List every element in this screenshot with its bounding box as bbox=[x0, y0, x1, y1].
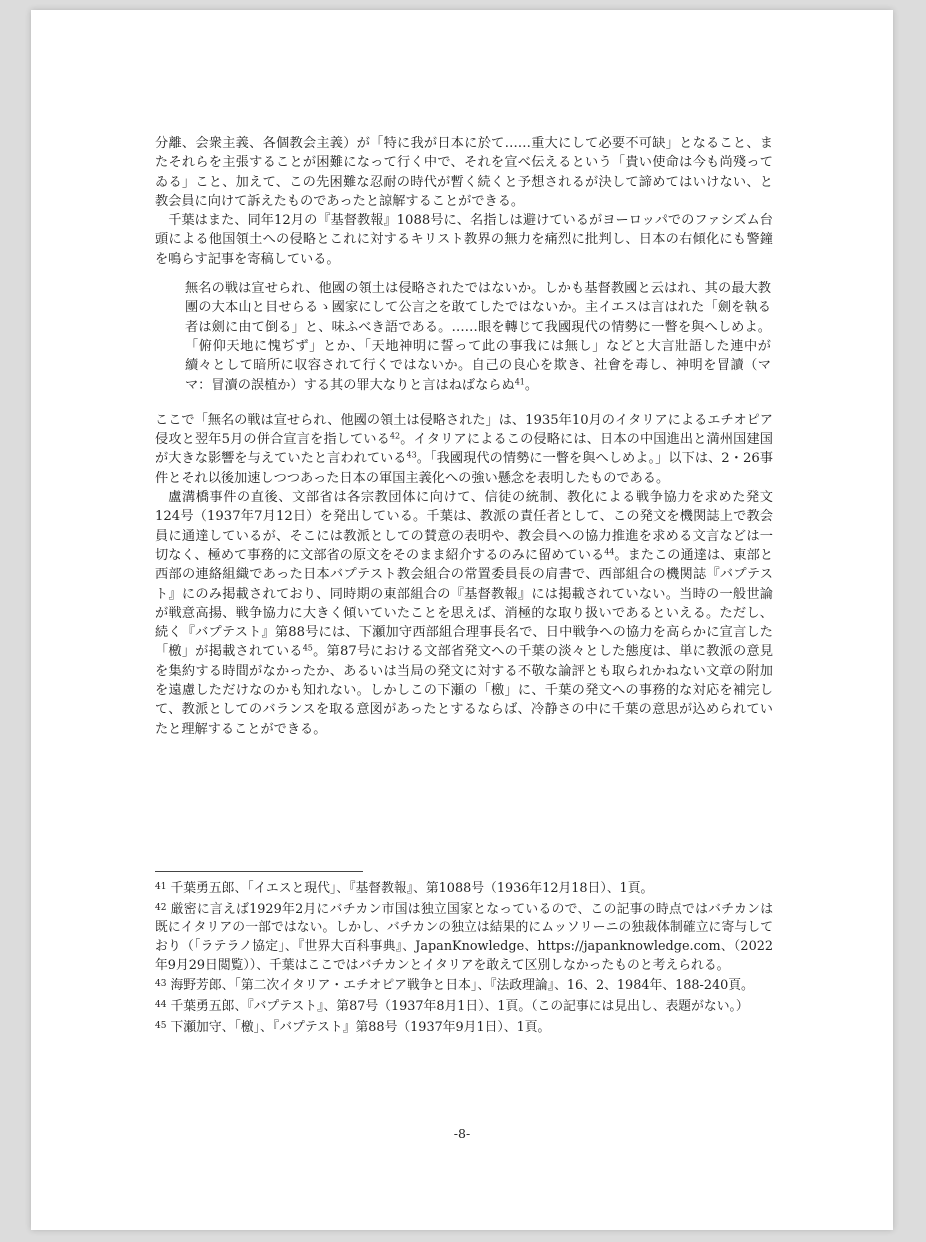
footnote-ref-45[interactable]: 45 bbox=[302, 644, 313, 654]
footnote-44: $^{44}$ 千葉勇五郎、『バプテスト』、第87号（1937年8月1日）、1頁。（この記事には見出し、表題がない。） bbox=[155, 999, 749, 1015]
paragraph-1: 分離、会衆主義、各個教会主義）が「特に我が日本に於て……重大にして必要不可缺」となること、またそれらを主張することが困難になって行く中で、それを宣べ伝えるという「貴い使命は今も尚殘ってゐる」こと、加えて、この先困難な忍耐の時代が暫く続くと予想されるが決して諦めてはいけない、と教会員に向けて訴えたものであったと諒解することができる。 bbox=[155, 136, 773, 209]
quote-text: 無名の戦は宣せられ、他國の領土は侵略されたではないか。しかも基督教國と云はれ、其の最大教團の大本山と目せらるゝ國家にして公言之を敢てしたではないか。主イエスは言はれた「劍を執る者は劍に由て倒る」と、味ふべき語である。……眼を轉じて我國現代の情勢に一瞥を與へしめよ。「俯仰天地に愧ぢず」とか、「天地神明に誓って此の事我には無し」などと大言壯語した連中が續々として暗所に収容されて行くではないか。自己の良心を欺き、社會を毒し、神明を冒讀（ママ：冒瀆の誤植か）する其の罪大なりと言はねばならぬ bbox=[185, 281, 771, 393]
footnote-divider bbox=[155, 871, 363, 872]
paragraph-4: 盧溝橋事件の直後、文部省は各宗教団体に向けて、信徒の統制、教化による戦争協力を求めた発文124号（1937年7月12日）を発出している。千葉は、教派の責任者として、この発文を機関誌上で教会員に通達しているが、そこには教派としての賛意の表明や、教会員への協力推進を求める文言などは一切なく、極めて事務的に文部省の原文をそのまま紹介するのみに留めている$^{44}$。またこの通達は、東部と西部の連絡組織であった日本バプテスト教会組合の常置委員長の肩書で、西部組合の機関誌『バプテスト』にのみ掲載されており、同時期の東部組合の『基督教報』には掲載されていない。当時の一般世論が戦意高揚、戦争協力に大きく傾いていたことを思えば、消極的な取り扱いであるといえる。ただし、続く『バプテスト』第88号には、下瀬加守西部組合理事長名で、日中戦争への協力を高らかに宣言した「檄」が掲載されている$^{45}$。第87号における文部省発文への千葉の淡々とした態度は、単に教派の意見を集約する時間がなかったか、あるいは当局の発文に対する不敬な論評とも取られかねない文章の附加を遠慮しただけなのかも知れない。しかしこの下瀬の「檄」に、千葉の発文への事務的な対応を補完して、教派としてのバランスを取る意図があったとするならば、冷静さの中に千葉の意思が込められていたと理解することができる。 bbox=[155, 490, 774, 737]
block-quote: 無名の戦は宣せられ、他國の領土は侵略されたではないか。しかも基督教國と云はれ、其の最大教團の大本山と目せらるゝ國家にして公言之を敢てしたではないか。主イエスは言はれた「劍を執る者は劍に由て倒る」と、味ふべき語である。……眼を轉じて我國現代の情勢に一瞥を與へしめよ。「俯仰天地に愧ぢず」とか、「天地神明に誓って此の事我には無し」などと大言壯語した連中が續々として暗所に収容されて行くではないか。自己の良心を欺き、社會を毒し、神明を冒讀（ママ：冒瀆の誤植か）する其の罪大なりと言はねばならぬ$^{41}$。 bbox=[185, 281, 771, 393]
footnote-ref-41[interactable]: 41 bbox=[514, 377, 525, 387]
paragraph-2: 千葉はまた、同年12月の『基督教報』1088号に、名指しは避けているがヨーロッパでのファシズム台頭による他国領土への侵略とこれに対するキリスト教界の無力を痛烈に批判し、日本の右傾化にも警鐘を鳴らす記事を寄稿している。 bbox=[155, 213, 773, 267]
page-number: -8- bbox=[453, 1126, 471, 1141]
footnote-45: $^{45}$ 下瀬加守、「檄」、『バプテスト』第88号（1937年9月1日）、1頁。 bbox=[155, 1019, 551, 1035]
footnote-41: $^{41}$ 千葉勇五郎、「イエスと現代」、『基督教報』、第1088号（1936年12月18日）、1頁。 bbox=[155, 881, 654, 897]
footnotes bbox=[155, 878, 773, 1037]
body-text bbox=[155, 134, 773, 739]
footnote-ref-43[interactable]: 43 bbox=[406, 451, 417, 461]
footnote-ref-44[interactable]: 44 bbox=[604, 547, 615, 557]
document-page bbox=[31, 10, 893, 1230]
footnote-42: $^{42}$ 厳密に言えば1929年2月にバチカン市国は独立国家となっているので、この記事の時点ではバチカンは既にイタリアの一部ではない。しかし、バチカンの独立は結果的にムッソリーニの独裁体制確立に寄与しており（「ラテラノ協定」、『世界大百科事典』、JapanKnowledge、https://japanknowledge.com、（2022年9月29日閲覧））、千葉はここではバチカンとイタリアを敢えて区別しなかったものと考えられる。 bbox=[155, 901, 773, 973]
footnote-43: $^{43}$ 海野芳郎、「第二次イタリア・エチオピア戦争と日本」、『法政理論』、16、2、1984年、188-240頁。 bbox=[155, 978, 754, 994]
paragraph-3: ここで「無名の戦は宣せられ、他國の領土は侵略された」は、1935年10月のイタリアによるエチオピア侵攻と翌年5月の併合宣言を指している$^{42}$。イタリアによるこの侵略には、日本の中国進出と満州国建国が大きな影響を与えていたと言われている$^{43}$。「我國現代の情勢に一瞥を與へしめよ。」以下は、2・26事件とそれ以後加速しつつあった日本の軍国主義化への強い懸念を表明したものである。 bbox=[155, 412, 774, 486]
footnote-ref-42[interactable]: 42 bbox=[389, 431, 401, 441]
